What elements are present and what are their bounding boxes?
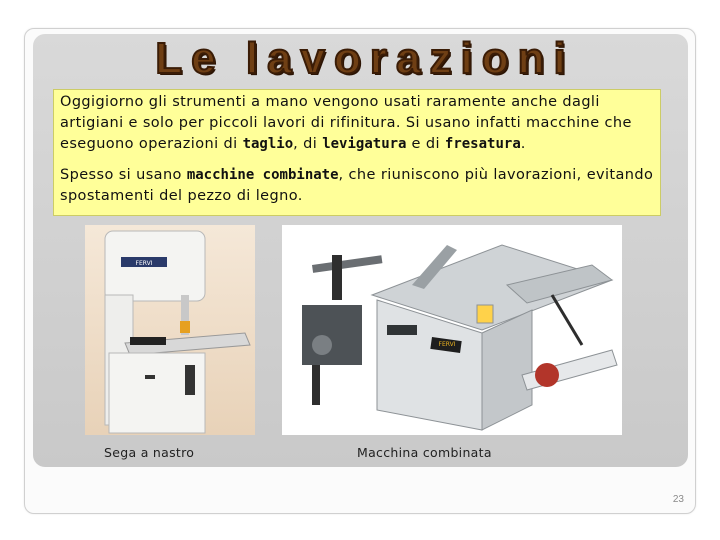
paragraph-1	[60, 92, 654, 155]
paragraph-2	[60, 165, 654, 207]
paragraph-2-text: Spesso si usano	[60, 167, 187, 183]
paragraph-1-end: .	[520, 136, 526, 152]
paragraph-1-text: Oggigiorno gli strumenti a mano vengono usati raramente anche dagli artigiani e solo per piccoli lavori di rifinitura. Si usano infatti macchine che eseguono operazioni di	[60, 94, 632, 152]
page-number: 23	[672, 494, 684, 505]
paragraph-1-sep2: e di	[406, 136, 445, 152]
term-levigatura: levigatura	[322, 136, 407, 152]
combined-machine-image	[282, 225, 622, 435]
slide-title: Le lavorazioni	[155, 34, 575, 83]
term-macchine-combinate: macchine combinate	[186, 167, 339, 183]
bandsaw-image	[85, 225, 255, 435]
term-taglio: taglio	[242, 136, 294, 152]
caption-bandsaw: Sega a nastro	[104, 445, 195, 460]
bandsaw-illustration	[85, 225, 255, 435]
combined-brand-label: FERVI	[438, 341, 456, 348]
paragraph-2-end: , che riuniscono più lavorazioni, evitando spostamenti del pezzo di legno.	[60, 167, 654, 204]
caption-combined-machine: Macchina combinata	[357, 445, 492, 460]
term-fresatura: fresatura	[444, 136, 521, 152]
text-box	[53, 89, 661, 216]
bandsaw-brand-label: FERVI	[135, 260, 153, 267]
paragraph-1-sep1: , di	[293, 136, 323, 152]
combined-machine-illustration	[282, 225, 622, 435]
